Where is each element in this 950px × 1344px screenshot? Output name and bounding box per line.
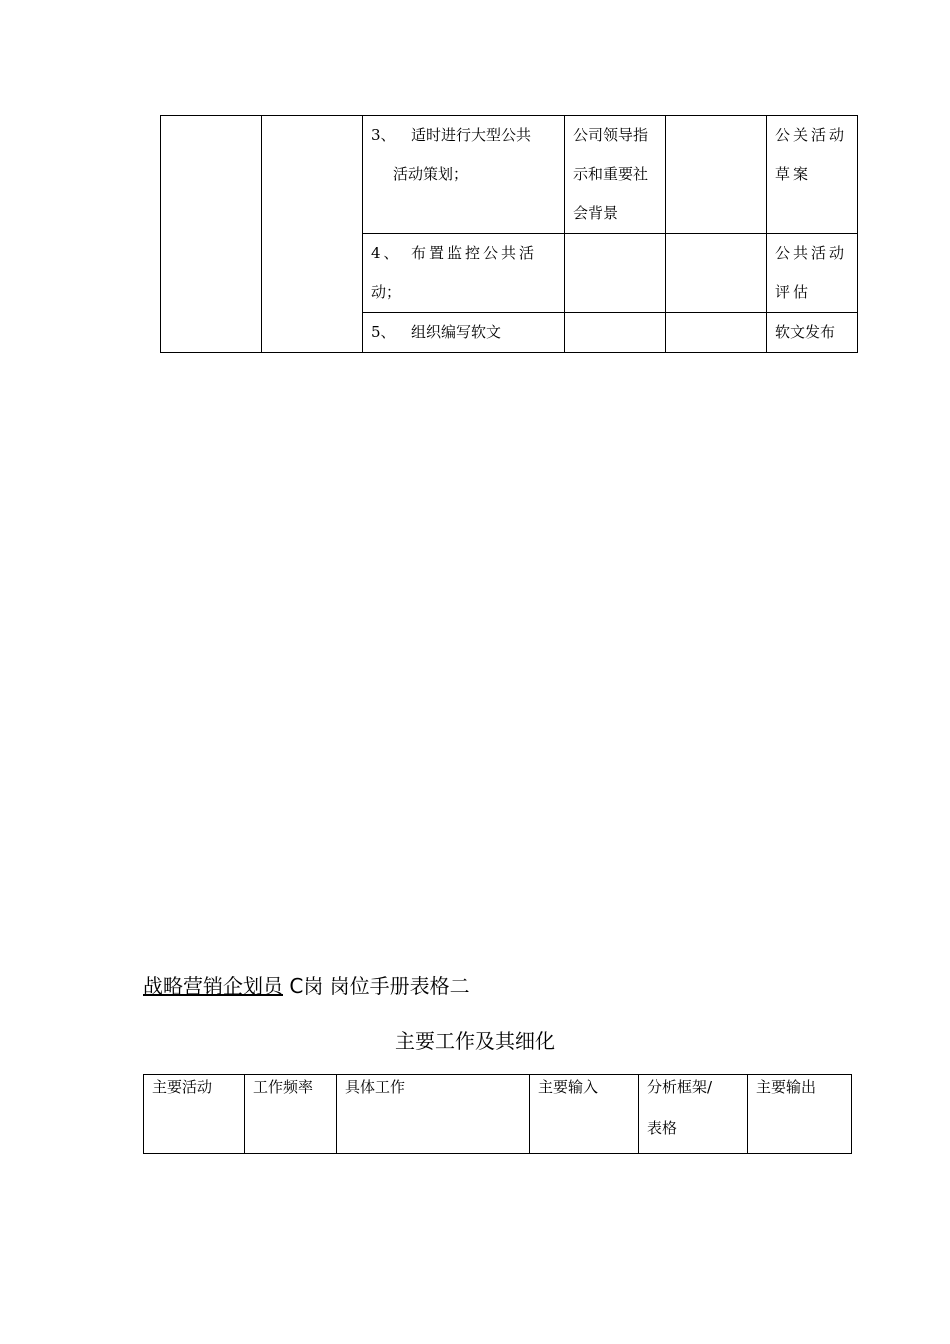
- header-label: 表格: [647, 1119, 678, 1137]
- header-cell: [144, 1075, 245, 1154]
- title-underlined: 战略营销企划员: [143, 974, 283, 998]
- header-cell: [337, 1075, 530, 1154]
- empty-cell: [666, 234, 767, 313]
- output-cell: [767, 313, 858, 353]
- output-text: 公共活动: [775, 244, 848, 262]
- output-text: 评估: [775, 283, 812, 301]
- task-text: 动；: [371, 283, 402, 301]
- input-text: 会背景: [573, 204, 619, 222]
- title-rest: C岗 岗位手册表格二: [289, 974, 470, 998]
- task-cell: [363, 313, 565, 353]
- empty-cell: [161, 116, 262, 353]
- header-label: 主要输出: [756, 1078, 817, 1096]
- task-number: 5、: [371, 323, 396, 341]
- header-cell: [639, 1075, 748, 1154]
- task-text: 组织编写软文: [411, 323, 502, 341]
- empty-cell: [565, 234, 666, 313]
- output-cell: [767, 234, 858, 313]
- table-header-row: [144, 1075, 852, 1154]
- task-text: 适时进行大型公共: [411, 126, 532, 144]
- output-text: 公关活动: [775, 126, 848, 144]
- empty-cell: [666, 116, 767, 234]
- header-label: 主要输入: [538, 1078, 599, 1096]
- header-label: 工作频率: [253, 1078, 314, 1096]
- empty-cell: [262, 116, 363, 353]
- header-cell: [748, 1075, 852, 1154]
- table-row: [161, 116, 858, 234]
- task-number: 3、: [371, 126, 396, 144]
- header-cell: [530, 1075, 639, 1154]
- task-text: 活动策划；: [393, 165, 469, 183]
- bottom-table: [143, 1074, 852, 1154]
- output-text: 软文发布: [775, 323, 836, 341]
- task-cell: [363, 234, 565, 313]
- document-title: [143, 970, 470, 999]
- empty-cell: [565, 313, 666, 353]
- document-subtitle: 主要工作及其细化: [395, 1029, 555, 1053]
- header-label: 分析框架/: [647, 1078, 713, 1096]
- input-text: 公司领导指: [573, 126, 649, 144]
- empty-cell: [666, 313, 767, 353]
- task-number: 4、: [371, 244, 402, 262]
- input-text: 示和重要社: [573, 165, 649, 183]
- header-cell: [245, 1075, 337, 1154]
- output-text: 草案: [775, 165, 812, 183]
- task-cell: [363, 116, 565, 234]
- output-cell: [767, 116, 858, 234]
- input-cell: [565, 116, 666, 234]
- top-table: [160, 115, 858, 353]
- header-label: 具体工作: [345, 1078, 406, 1096]
- header-label: 主要活动: [152, 1078, 213, 1096]
- task-text: 布置监控公共活: [411, 244, 538, 262]
